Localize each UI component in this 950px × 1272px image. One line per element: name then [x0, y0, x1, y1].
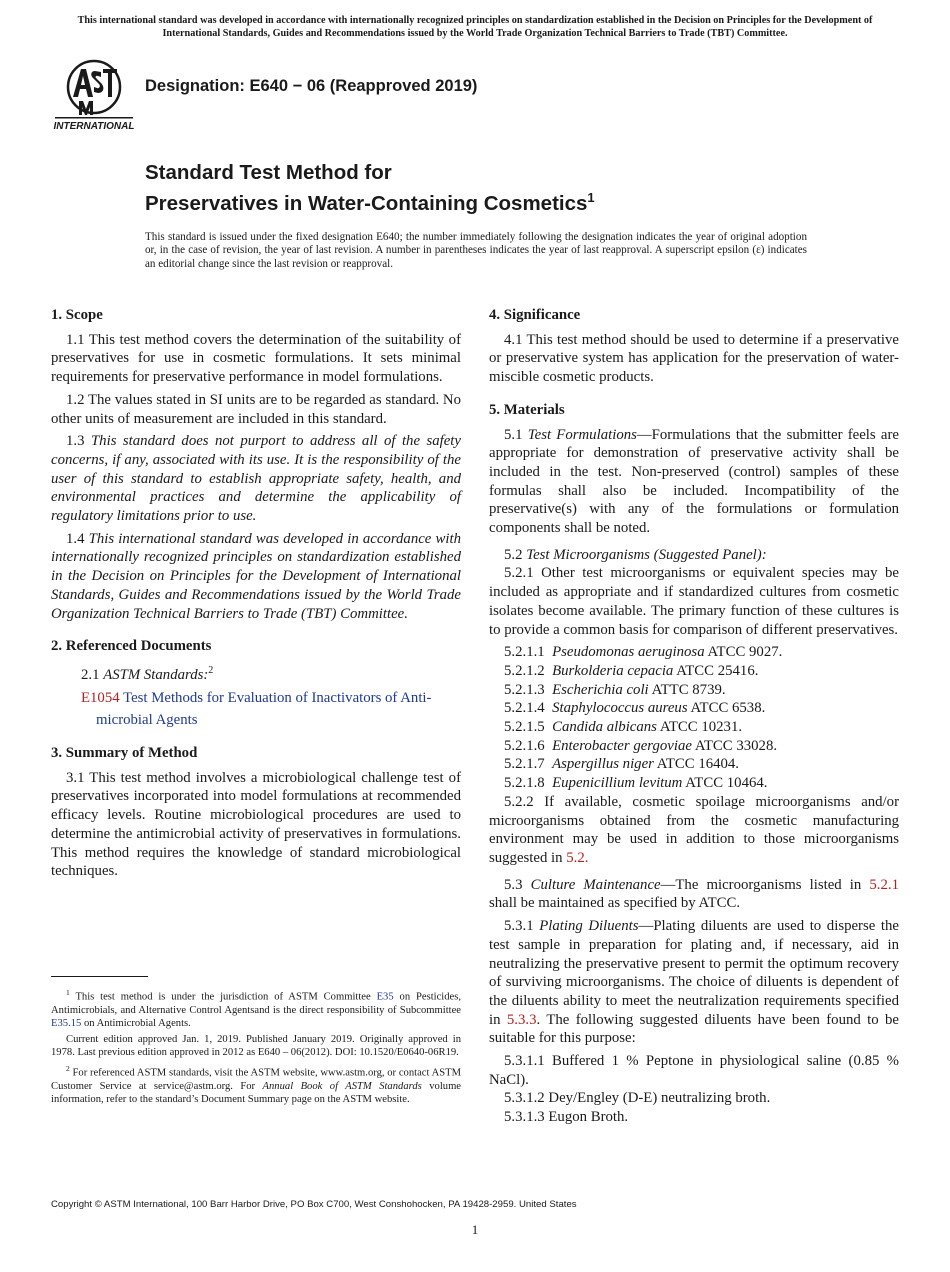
- list-item: 5.2.1.8 Eupenicillium levitum ATCC 10464.: [504, 775, 768, 792]
- section-significance: [489, 306, 899, 387]
- subcommittee-link[interactable]: E35.15: [51, 1018, 82, 1030]
- paragraph: 5.3.1 Plating Diluents—Plating diluents are used to disperse the test sample in preparation for plating and, if necessary, aid in neutralizing the preservative present to permit the optimum recovery of surviving microorganisms. The choice of diluents is dependent of the diluents ability to meet the neutralization requirements specified in 5.3.3. The following suggested diluents have been found to be suitable for this purpose:: [489, 918, 900, 1047]
- list-item: 5.2.1.1 Pseudomonas aeruginosa ATCC 9027.: [504, 644, 783, 661]
- issue-note: This standard is issued under the fixed designation E640; the number immediately following the designation indicates the year of original adoption or, in the case of revision, the year of last revision. A number in parentheses indicates the year of last reapproval. A superscript epsilon (ε) indicates an editorial change since the last revision or reapproval.: [145, 231, 807, 270]
- paragraph: 5.3.1.1 Buffered 1 % Peptone in physiological saline (0.85 % NaCl).: [489, 1053, 899, 1088]
- list-item: 5.2.1.5 Candida albicans ATCC 10231.: [504, 719, 743, 736]
- footnote: Current edition approved Jan. 1, 2019. Published January 2019. Originally approved in 1978. Last previous edition approved in 2012 as E640 – 06(2012). DOI: 10.1520/E0640-06R19.: [51, 1033, 461, 1059]
- list-item: 5.2.1.6 Enterobacter gergoviae ATCC 33028.: [504, 737, 778, 754]
- footnote: $^2$ For referenced ASTM standards, visit the ASTM website, www.astm.org, or contact ASTM Customer Service at service@astm.org. For Annual Book of ASTM Standards volume information, refer to the standard’s Document Summary page on the ASTM website.: [51, 1063, 462, 1105]
- astm-logo-icon: [53, 57, 135, 135]
- list-item: 5.2.1.2 Burkolderia cepacia ATCC 25416.: [504, 662, 759, 679]
- international-standard-notice: This international standard was developed in accordance with internationally recognized principles on standardization established in the Decision on Principles for the Development of International Standards, Guides and Recommendations issued by the World Trade Organization Technical Barriers to Trade (TBT) Committee.: [77, 15, 873, 39]
- paragraph: 1.3 This standard does not purport to address all of the safety concerns, if any, associated with its use. It is the responsibility of the user of this standard to establish appropriate safety, health, and environmental practices and determine the applicability of regulatory limitations prior to use.: [51, 433, 461, 525]
- section-referenced-documents: [51, 637, 461, 730]
- left-column: [51, 306, 461, 895]
- section-heading: 5. Materials: [489, 401, 565, 418]
- copyright-notice: Copyright © ASTM International, 100 Barr Harbor Drive, PO Box C700, West Conshohocken, PA 19428-2959. United States: [51, 1199, 577, 1210]
- paragraph: 4.1 This test method should be used to determine if a preservative or preservative system has application for the preservation of water-miscible cosmetic products.: [489, 331, 899, 386]
- reference-entry[interactable]: [51, 689, 461, 708]
- list-item: 5.2.1.3 Escherichia coli ATTC 8739.: [504, 681, 726, 698]
- cross-reference-link[interactable]: 5.2.: [566, 849, 589, 866]
- astm-logo: [53, 57, 135, 135]
- section-materials: [489, 401, 899, 1127]
- section-scope: [51, 306, 461, 623]
- title-line-2: Preservatives in Water-Containing Cosmetics$^1$: [145, 190, 595, 215]
- list-item: 5.2.1.4 Staphylococcus aureus ATCC 6538.: [504, 700, 766, 717]
- cross-reference-link[interactable]: 5.3.3: [506, 1011, 537, 1028]
- section-heading: 2. Referenced Documents: [51, 638, 212, 655]
- paragraph: 1.4 This international standard was developed in accordance with internationally recognized principles on standardization established in the Decision on Principles for the Development of International Standards, Guides and Recommendations issued by the World Trade Organization Technical Barriers to Trade (TBT) Committee.: [51, 530, 461, 622]
- paragraph: 1.2 The values stated in SI units are to be regarded as standard. No other units of measurement are included in this standard.: [51, 391, 461, 427]
- paragraph: 5.2.1 Other test microorganisms or equivalent species may be included as appropriate and if standardized cultures from cosmetic isolates become available. The primary function of these cultures is to provide a common basis for comparison of different preservatives.: [489, 565, 899, 638]
- page-number: 1: [471, 1222, 479, 1237]
- section-heading: 1. Scope: [51, 307, 103, 323]
- paragraph: 3.1 This test method involves a microbiological challenge test of preservatives incorporated into model formulations at recommended efficacy levels. Routine microbiological procedures are used to determine the antimicrobial activity of preservatives in formulations. This method requires the knowledge of standard microbiological techniques.: [51, 769, 461, 880]
- document-title: [145, 160, 595, 216]
- footnote: $^1$ This test method is under the jurisdiction of ASTM Committee E35 on Pesticides, Antimicrobials, and Alternative Control Agentsand is the direct responsibility of Subcommittee E35.15 on Antimicrobial Agents.: [51, 988, 461, 1030]
- right-column: [489, 306, 899, 1127]
- reference-code-link[interactable]: E1054: [81, 689, 120, 706]
- footnote-divider: [51, 976, 148, 977]
- designation: Designation: E640 − 06 (Reapproved 2019): [145, 77, 478, 95]
- paragraph: 5.1 Test Formulations—Formulations that the submitter feels are appropriate for demonstration of preservative activity shall be included in the test. Non-preserved (control) samples of these formulas shall also be included. Incompatibility of the preservative(s) with any of the formulations or formulation components shall be noted.: [489, 426, 899, 537]
- paragraph: 5.2 Test Microorganisms (Suggested Panel):: [504, 546, 767, 563]
- section-heading: 4. Significance: [489, 307, 581, 323]
- committee-link[interactable]: E35: [376, 991, 394, 1003]
- paragraph: 5.3.1.2 Dey/Engley (D-E) neutralizing broth.: [504, 1090, 771, 1107]
- paragraph: 5.3 Culture Maintenance—The microorganisms listed in 5.2.1 shall be maintained as specified by ATCC.: [489, 876, 899, 912]
- paragraph: 5.2.2 If available, cosmetic spoilage microorganisms and/or microorganisms obtained from the cosmetic manufacturing environment may be used in addition to those microorganisms suggested in 5.2.: [489, 793, 899, 866]
- cross-reference-link[interactable]: 5.2.1: [869, 876, 899, 893]
- section-heading: 3. Summary of Method: [51, 744, 198, 761]
- list-item: 5.2.1.7 Aspergillus niger ATCC 16404.: [504, 756, 740, 773]
- title-footnote-marker[interactable]: 1: [587, 190, 595, 205]
- paragraph: 1.1 This test method covers the determination of the suitability of preservatives for use in cosmetic formulations. It sets minimal requirements for preservative performance in model formulations.: [51, 331, 461, 386]
- organism-list: [489, 643, 899, 793]
- footnotes: [51, 986, 461, 1108]
- paragraph: 5.3.1.3 Eugon Broth.: [504, 1109, 629, 1126]
- logo-wordmark: INTERNATIONAL: [53, 121, 135, 132]
- title-line-1: Standard Test Method for: [145, 161, 392, 184]
- section-summary: [51, 744, 461, 881]
- reference-title-link[interactable]: microbial Agents: [96, 712, 198, 729]
- paragraph: 2.1 ASTM Standards:$^2$: [81, 664, 214, 683]
- reference-title-link[interactable]: Test Methods for Evaluation of Inactivators of Anti-: [123, 689, 432, 706]
